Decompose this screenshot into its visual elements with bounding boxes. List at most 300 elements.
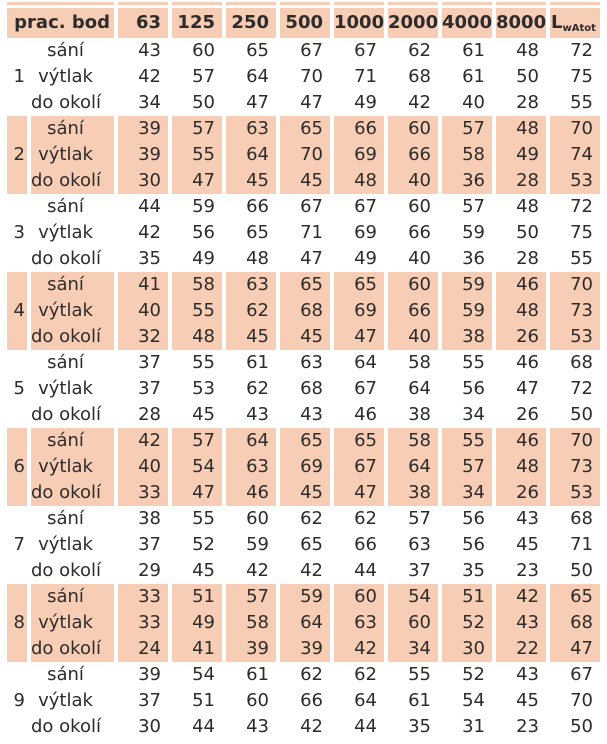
value-cell: 57 bbox=[192, 66, 215, 87]
value-cell: 40 bbox=[388, 324, 438, 350]
value-cell: 34 bbox=[462, 404, 485, 425]
value-cell: 70 bbox=[550, 272, 600, 298]
value-cell: 67 bbox=[300, 196, 323, 217]
value-cell: 24 bbox=[118, 636, 168, 662]
sound-power-table bbox=[3, 2, 604, 740]
value-cell: 67 bbox=[300, 40, 323, 61]
value-cell: 60 bbox=[334, 584, 384, 610]
value-cell: 58 bbox=[408, 352, 431, 373]
value-cell: 57 bbox=[442, 116, 492, 142]
value-cell: 22 bbox=[496, 636, 546, 662]
value-cell: 40 bbox=[388, 168, 438, 194]
value-cell: 45 bbox=[280, 168, 330, 194]
value-cell: 72 bbox=[570, 196, 593, 217]
value-cell: 64 bbox=[226, 428, 276, 454]
header-row bbox=[7, 8, 600, 38]
value-cell: 43 bbox=[246, 716, 269, 737]
value-cell: 49 bbox=[496, 142, 546, 168]
group-number-cell: 5 bbox=[13, 378, 25, 399]
value-cell: 37 bbox=[138, 534, 161, 555]
value-cell: 42 bbox=[246, 560, 269, 581]
value-cell: 44 bbox=[138, 196, 161, 217]
value-cell: 45 bbox=[192, 404, 215, 425]
value-cell: 49 bbox=[192, 248, 215, 269]
group-number-cell bbox=[7, 272, 27, 298]
value-cell: 63 bbox=[226, 116, 276, 142]
group-number-cell: 3 bbox=[13, 222, 25, 243]
table-row bbox=[7, 584, 600, 610]
value-cell: 37 bbox=[138, 690, 161, 711]
value-cell: 50 bbox=[570, 560, 593, 581]
value-cell: 45 bbox=[516, 690, 539, 711]
value-cell: 56 bbox=[462, 378, 485, 399]
value-cell: 26 bbox=[496, 324, 546, 350]
value-cell: 44 bbox=[192, 716, 215, 737]
value-cell: 42 bbox=[334, 636, 384, 662]
col-header-freq-1000: 1000 bbox=[334, 8, 384, 38]
value-cell: 65 bbox=[334, 428, 384, 454]
value-cell: 46 bbox=[496, 428, 546, 454]
value-cell: 56 bbox=[192, 222, 215, 243]
value-cell: 30 bbox=[138, 716, 161, 737]
value-cell: 47 bbox=[334, 480, 384, 506]
value-cell: 35 bbox=[408, 716, 431, 737]
value-cell: 70 bbox=[550, 116, 600, 142]
value-cell: 62 bbox=[408, 40, 431, 61]
group-number-cell bbox=[7, 428, 27, 454]
value-cell: 62 bbox=[354, 508, 377, 529]
row-label-cell: do okolí bbox=[31, 480, 114, 506]
group-number-cell: 6 bbox=[7, 454, 27, 480]
value-cell: 43 bbox=[246, 404, 269, 425]
value-cell: 62 bbox=[300, 508, 323, 529]
table-row bbox=[7, 428, 600, 454]
value-cell: 43 bbox=[516, 508, 539, 529]
group-number-cell: 2 bbox=[7, 142, 27, 168]
value-cell: 40 bbox=[462, 92, 485, 113]
row-label-cell: do okolí bbox=[31, 716, 101, 737]
value-cell: 60 bbox=[408, 196, 431, 217]
value-cell: 40 bbox=[118, 454, 168, 480]
value-cell: 68 bbox=[300, 378, 323, 399]
value-cell: 55 bbox=[172, 298, 222, 324]
row-label-cell: výtlak bbox=[38, 66, 93, 87]
table-row bbox=[7, 688, 600, 714]
value-cell: 70 bbox=[300, 66, 323, 87]
value-cell: 43 bbox=[138, 40, 161, 61]
value-cell: 42 bbox=[496, 584, 546, 610]
value-cell: 46 bbox=[226, 480, 276, 506]
value-cell: 50 bbox=[516, 222, 539, 243]
table-row bbox=[7, 532, 600, 558]
value-cell: 63 bbox=[408, 534, 431, 555]
row-label-cell: sání bbox=[47, 40, 84, 61]
row-label-cell: sání bbox=[47, 664, 84, 685]
value-cell: 50 bbox=[570, 404, 593, 425]
value-cell: 63 bbox=[226, 454, 276, 480]
value-cell: 55 bbox=[408, 664, 431, 685]
value-cell: 34 bbox=[388, 636, 438, 662]
value-cell: 59 bbox=[246, 534, 269, 555]
row-label-cell: do okolí bbox=[31, 92, 101, 113]
value-cell: 58 bbox=[442, 142, 492, 168]
value-cell: 57 bbox=[172, 116, 222, 142]
group-number-cell bbox=[7, 506, 27, 532]
value-cell: 42 bbox=[138, 66, 161, 87]
value-cell: 47 bbox=[550, 636, 600, 662]
value-cell: 44 bbox=[354, 560, 377, 581]
col-header-operating-point: prac. bod bbox=[7, 8, 114, 38]
value-cell: 71 bbox=[570, 534, 593, 555]
col-header-freq-250: 250 bbox=[226, 8, 276, 38]
value-cell: 56 bbox=[462, 534, 485, 555]
value-cell: 57 bbox=[172, 428, 222, 454]
value-cell: 35 bbox=[138, 248, 161, 269]
value-cell: 50 bbox=[570, 716, 593, 737]
value-cell: 37 bbox=[138, 378, 161, 399]
table-row bbox=[7, 636, 600, 662]
value-cell: 75 bbox=[570, 222, 593, 243]
value-cell: 33 bbox=[118, 610, 168, 636]
value-cell: 39 bbox=[138, 664, 161, 685]
table-row bbox=[7, 662, 600, 688]
col-header-freq-8000: 8000 bbox=[496, 8, 546, 38]
value-cell: 65 bbox=[334, 272, 384, 298]
group-number-cell bbox=[7, 194, 27, 220]
value-cell: 26 bbox=[496, 480, 546, 506]
value-cell: 62 bbox=[226, 298, 276, 324]
value-cell: 39 bbox=[118, 142, 168, 168]
group-number-cell bbox=[7, 90, 27, 116]
value-cell: 69 bbox=[334, 298, 384, 324]
value-cell: 68 bbox=[408, 66, 431, 87]
table-row bbox=[7, 64, 600, 90]
value-cell: 64 bbox=[226, 142, 276, 168]
row-label-cell: do okolí bbox=[31, 324, 114, 350]
table-row bbox=[7, 298, 600, 324]
value-cell: 36 bbox=[462, 248, 485, 269]
value-cell: 47 bbox=[300, 92, 323, 113]
value-cell: 68 bbox=[550, 610, 600, 636]
value-cell: 38 bbox=[442, 324, 492, 350]
group-number-cell: 1 bbox=[13, 66, 25, 87]
value-cell: 48 bbox=[496, 298, 546, 324]
value-cell: 57 bbox=[462, 196, 485, 217]
value-cell: 39 bbox=[226, 636, 276, 662]
value-cell: 65 bbox=[246, 222, 269, 243]
table-row bbox=[7, 610, 600, 636]
table-row bbox=[7, 480, 600, 506]
row-label-cell: sání bbox=[47, 352, 84, 373]
value-cell: 62 bbox=[246, 378, 269, 399]
value-cell: 75 bbox=[570, 66, 593, 87]
value-cell: 53 bbox=[550, 480, 600, 506]
value-cell: 41 bbox=[172, 636, 222, 662]
value-cell: 45 bbox=[226, 168, 276, 194]
col-header-freq-500: 500 bbox=[280, 8, 330, 38]
value-cell: 41 bbox=[118, 272, 168, 298]
value-cell: 61 bbox=[462, 66, 485, 87]
value-cell: 42 bbox=[408, 92, 431, 113]
value-cell: 70 bbox=[550, 428, 600, 454]
row-label-cell: výtlak bbox=[31, 298, 114, 324]
value-cell: 73 bbox=[550, 454, 600, 480]
row-label-cell: výtlak bbox=[38, 534, 93, 555]
value-cell: 48 bbox=[246, 248, 269, 269]
value-cell: 38 bbox=[408, 404, 431, 425]
group-number-cell: 7 bbox=[13, 534, 25, 555]
value-cell: 55 bbox=[570, 92, 593, 113]
value-cell: 60 bbox=[388, 272, 438, 298]
value-cell: 70 bbox=[570, 690, 593, 711]
group-number-cell bbox=[7, 714, 27, 740]
value-cell: 69 bbox=[354, 222, 377, 243]
value-cell: 55 bbox=[442, 428, 492, 454]
group-number-cell bbox=[7, 662, 27, 688]
value-cell: 66 bbox=[388, 298, 438, 324]
value-cell: 54 bbox=[192, 664, 215, 685]
value-cell: 57 bbox=[408, 508, 431, 529]
value-cell: 39 bbox=[118, 116, 168, 142]
value-cell: 51 bbox=[442, 584, 492, 610]
row-label-cell: do okolí bbox=[31, 404, 101, 425]
value-cell: 48 bbox=[334, 168, 384, 194]
row-label-cell: výtlak bbox=[38, 222, 93, 243]
value-cell: 31 bbox=[462, 716, 485, 737]
value-cell: 45 bbox=[280, 480, 330, 506]
value-cell: 54 bbox=[388, 584, 438, 610]
value-cell: 46 bbox=[496, 272, 546, 298]
col-header-freq-2000: 2000 bbox=[388, 8, 438, 38]
value-cell: 36 bbox=[442, 168, 492, 194]
row-label-cell: sání bbox=[47, 196, 84, 217]
value-cell: 67 bbox=[570, 664, 593, 685]
value-cell: 67 bbox=[354, 40, 377, 61]
value-cell: 45 bbox=[192, 560, 215, 581]
value-cell: 37 bbox=[138, 352, 161, 373]
table-row bbox=[7, 168, 600, 194]
value-cell: 66 bbox=[354, 534, 377, 555]
value-cell: 66 bbox=[334, 116, 384, 142]
value-cell: 34 bbox=[138, 92, 161, 113]
value-cell: 26 bbox=[516, 404, 539, 425]
value-cell: 46 bbox=[354, 404, 377, 425]
value-cell: 64 bbox=[280, 610, 330, 636]
value-cell: 66 bbox=[408, 222, 431, 243]
value-cell: 49 bbox=[354, 248, 377, 269]
value-cell: 32 bbox=[118, 324, 168, 350]
value-cell: 42 bbox=[138, 222, 161, 243]
value-cell: 56 bbox=[462, 508, 485, 529]
value-cell: 60 bbox=[388, 116, 438, 142]
table-row bbox=[7, 506, 600, 532]
value-cell: 65 bbox=[246, 40, 269, 61]
value-cell: 69 bbox=[334, 142, 384, 168]
value-cell: 49 bbox=[354, 92, 377, 113]
value-cell: 69 bbox=[280, 454, 330, 480]
value-cell: 64 bbox=[408, 378, 431, 399]
value-cell: 33 bbox=[118, 584, 168, 610]
row-label-cell: sání bbox=[31, 584, 114, 610]
col-header-freq-63: 63 bbox=[118, 8, 168, 38]
value-cell: 61 bbox=[246, 664, 269, 685]
value-cell: 66 bbox=[388, 142, 438, 168]
value-cell: 61 bbox=[408, 690, 431, 711]
value-cell: 47 bbox=[516, 378, 539, 399]
group-number-cell bbox=[7, 480, 27, 506]
row-label-cell: výtlak bbox=[31, 610, 114, 636]
value-cell: 48 bbox=[172, 324, 222, 350]
value-cell: 38 bbox=[388, 480, 438, 506]
value-cell: 28 bbox=[138, 404, 161, 425]
value-cell: 40 bbox=[408, 248, 431, 269]
value-cell: 60 bbox=[246, 690, 269, 711]
value-cell: 28 bbox=[516, 248, 539, 269]
value-cell: 55 bbox=[462, 352, 485, 373]
group-number-cell bbox=[7, 116, 27, 142]
value-cell: 48 bbox=[496, 116, 546, 142]
value-cell: 48 bbox=[516, 40, 539, 61]
value-cell: 45 bbox=[226, 324, 276, 350]
value-cell: 57 bbox=[442, 454, 492, 480]
row-label-cell: do okolí bbox=[31, 248, 101, 269]
value-cell: 43 bbox=[496, 610, 546, 636]
value-cell: 53 bbox=[550, 324, 600, 350]
group-number-cell bbox=[7, 402, 27, 428]
value-cell: 47 bbox=[334, 324, 384, 350]
value-cell: 51 bbox=[172, 584, 222, 610]
table-row bbox=[7, 454, 600, 480]
table-row bbox=[7, 142, 600, 168]
value-cell: 59 bbox=[462, 222, 485, 243]
value-cell: 38 bbox=[138, 508, 161, 529]
value-cell: 35 bbox=[462, 560, 485, 581]
value-cell: 62 bbox=[354, 664, 377, 685]
value-cell: 58 bbox=[388, 428, 438, 454]
value-cell: 73 bbox=[550, 298, 600, 324]
value-cell: 63 bbox=[300, 352, 323, 373]
col-header-lwatot bbox=[550, 8, 600, 38]
table-row bbox=[7, 220, 600, 246]
table-row bbox=[7, 116, 600, 142]
value-cell: 55 bbox=[192, 508, 215, 529]
group-number-cell bbox=[7, 168, 27, 194]
value-cell: 50 bbox=[192, 92, 215, 113]
value-cell: 60 bbox=[192, 40, 215, 61]
col-header-freq-125: 125 bbox=[172, 8, 222, 38]
value-cell: 47 bbox=[172, 480, 222, 506]
value-cell: 64 bbox=[246, 66, 269, 87]
group-number-cell: 8 bbox=[7, 610, 27, 636]
value-cell: 68 bbox=[570, 508, 593, 529]
value-cell: 29 bbox=[138, 560, 161, 581]
value-cell: 61 bbox=[462, 40, 485, 61]
value-cell: 47 bbox=[172, 168, 222, 194]
value-cell: 67 bbox=[354, 196, 377, 217]
value-cell: 49 bbox=[172, 610, 222, 636]
value-cell: 44 bbox=[354, 716, 377, 737]
value-cell: 59 bbox=[192, 196, 215, 217]
value-cell: 28 bbox=[496, 168, 546, 194]
lwatot-subscript: wAtot bbox=[562, 23, 596, 34]
table-row bbox=[7, 38, 600, 64]
value-cell: 55 bbox=[570, 248, 593, 269]
lwatot-main: L bbox=[551, 12, 563, 33]
value-cell: 71 bbox=[300, 222, 323, 243]
row-label-cell: výtlak bbox=[38, 378, 93, 399]
value-cell: 74 bbox=[550, 142, 600, 168]
table-row bbox=[7, 272, 600, 298]
value-cell: 34 bbox=[442, 480, 492, 506]
group-number-cell: 9 bbox=[13, 690, 25, 711]
value-cell: 58 bbox=[172, 272, 222, 298]
group-number-cell bbox=[7, 584, 27, 610]
value-cell: 43 bbox=[300, 404, 323, 425]
value-cell: 55 bbox=[172, 142, 222, 168]
value-cell: 33 bbox=[118, 480, 168, 506]
row-label-cell: sání bbox=[31, 428, 114, 454]
value-cell: 30 bbox=[442, 636, 492, 662]
row-label-cell: do okolí bbox=[31, 636, 114, 662]
value-cell: 65 bbox=[300, 534, 323, 555]
value-cell: 42 bbox=[300, 716, 323, 737]
value-cell: 71 bbox=[354, 66, 377, 87]
value-cell: 64 bbox=[354, 352, 377, 373]
value-cell: 70 bbox=[280, 142, 330, 168]
value-cell: 59 bbox=[442, 272, 492, 298]
value-cell: 53 bbox=[192, 378, 215, 399]
value-cell: 59 bbox=[280, 584, 330, 610]
value-cell: 54 bbox=[172, 454, 222, 480]
group-number-cell bbox=[7, 324, 27, 350]
value-cell: 40 bbox=[118, 298, 168, 324]
value-cell: 42 bbox=[118, 428, 168, 454]
value-cell: 52 bbox=[442, 610, 492, 636]
value-cell: 67 bbox=[354, 378, 377, 399]
row-label-cell: výtlak bbox=[31, 142, 114, 168]
value-cell: 47 bbox=[300, 248, 323, 269]
value-cell: 30 bbox=[118, 168, 168, 194]
value-cell: 45 bbox=[516, 534, 539, 555]
value-cell: 66 bbox=[246, 196, 269, 217]
value-cell: 54 bbox=[462, 690, 485, 711]
value-cell: 60 bbox=[388, 610, 438, 636]
table-row bbox=[7, 90, 600, 116]
group-number-cell bbox=[7, 350, 27, 376]
row-label-cell: do okolí bbox=[31, 168, 114, 194]
value-cell: 51 bbox=[192, 690, 215, 711]
table-row bbox=[7, 558, 600, 584]
table-row bbox=[7, 194, 600, 220]
value-cell: 68 bbox=[570, 352, 593, 373]
row-label-cell: sání bbox=[47, 508, 84, 529]
value-cell: 55 bbox=[192, 352, 215, 373]
value-cell: 53 bbox=[550, 168, 600, 194]
group-number-cell bbox=[7, 636, 27, 662]
value-cell: 45 bbox=[280, 324, 330, 350]
table-row bbox=[7, 324, 600, 350]
value-cell: 46 bbox=[516, 352, 539, 373]
group-number-cell bbox=[7, 558, 27, 584]
value-cell: 52 bbox=[462, 664, 485, 685]
value-cell: 42 bbox=[300, 560, 323, 581]
value-cell: 72 bbox=[570, 40, 593, 61]
value-cell: 48 bbox=[496, 454, 546, 480]
table-row bbox=[7, 350, 600, 376]
value-cell: 50 bbox=[516, 66, 539, 87]
value-cell: 48 bbox=[516, 196, 539, 217]
value-cell: 62 bbox=[300, 664, 323, 685]
